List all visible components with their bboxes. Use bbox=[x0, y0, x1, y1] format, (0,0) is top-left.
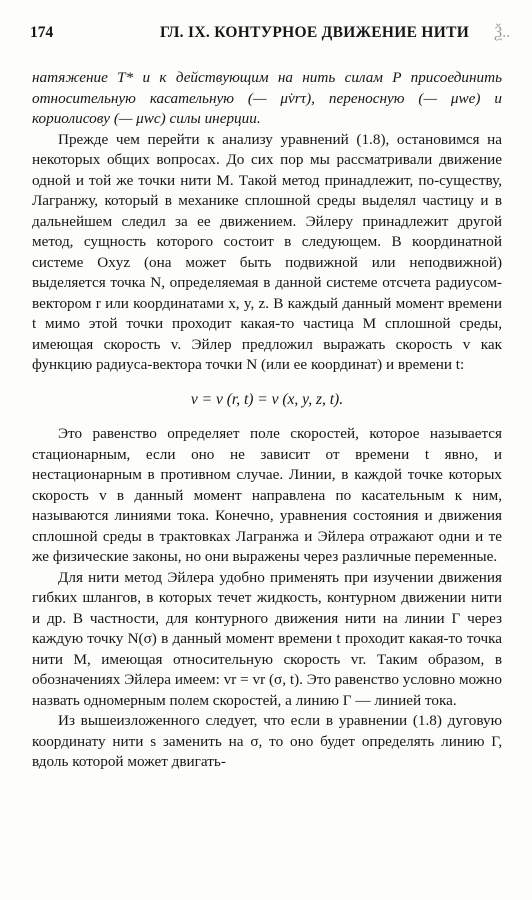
page-number: 174 bbox=[30, 24, 54, 41]
paragraph-velocity-field: Это равенство определяет поле скоростей, которое называется стационарным, если оно не зависит от времени t явно, и нестационарным в противном случае. Линии, в каждой точке которых скорость v в данный момент направлена по касательным к ним, называются линиями тока. Конечно, уравнения состояния и движения сплошной среды в трактовках Лагранжа и Эйлера отражают одни и те же физические законы, но они выражены через различные переменные. bbox=[32, 425, 502, 565]
corner-mark: Ѯ.. bbox=[494, 24, 510, 41]
paragraph-continuation: натяжение T* и к действующим на нить силам P присоединить относительную касательную (— μv̇rτ), переносную (— μwe) и кориолисову (— μwc) силы инерции. bbox=[32, 69, 502, 127]
running-title: ГЛ. IX. КОНТУРНОЕ ДВИЖЕНИЕ НИТИ bbox=[160, 24, 470, 41]
page-body bbox=[32, 68, 502, 773]
formula-velocity-field: v = v (r, t) = v (x, y, z, t). bbox=[190, 390, 344, 408]
paragraph-conclusion: Из вышеизложенного следует, что если в уравнении (1.8) дуговую координату нити s заменить на σ, то оно будет определять линию Γ, вдоль которой может двигать- bbox=[32, 712, 502, 770]
page-header bbox=[30, 24, 510, 48]
paragraph-lagrange-euler: Прежде чем перейти к анализу уравнений (1.8), остановимся на некоторых общих вопросах. До сих пор мы рассматривали движение одной и той же точки нити M. Такой метод принадлежит, по-существу, Лагранжу, который в механике сплошной среды выделял частицу и в дальнейшем следил за ее движением. Эйлеру принадлежит другой метод, сущность которого состоит в следующем. В координатной системе Oxyz (она может быть подвижной или неподвижной) выделяется точка N, определяемая в данной системе отсчета радиусом-вектором r или координатами x, y, z. В каждый данный момент времени t мимо этой точки проходит какая-то частица M сплошной среды, имеющая скорость v. Эйлер предложил выражать скорость v как функцию радиуса-вектора точки N (или ее координат) и времени t: bbox=[32, 130, 502, 373]
paragraph-thread-euler: Для нити метод Эйлера удобно применять при изучении движения гибких шлангов, в которых течет жидкость, контурном движении нити и др. В частности, для контурного движения нити на линии Γ через каждую точку N(σ) в данный момент времени t проходит какая-то точка нити M, имеющая относительную скорость vr. Таким образом, в обозначениях Эйлера имеем: vr = vr (σ, t). Это равенство условно можно назвать одномерным полем скоростей, а линию Γ — линией тока. bbox=[32, 568, 502, 709]
